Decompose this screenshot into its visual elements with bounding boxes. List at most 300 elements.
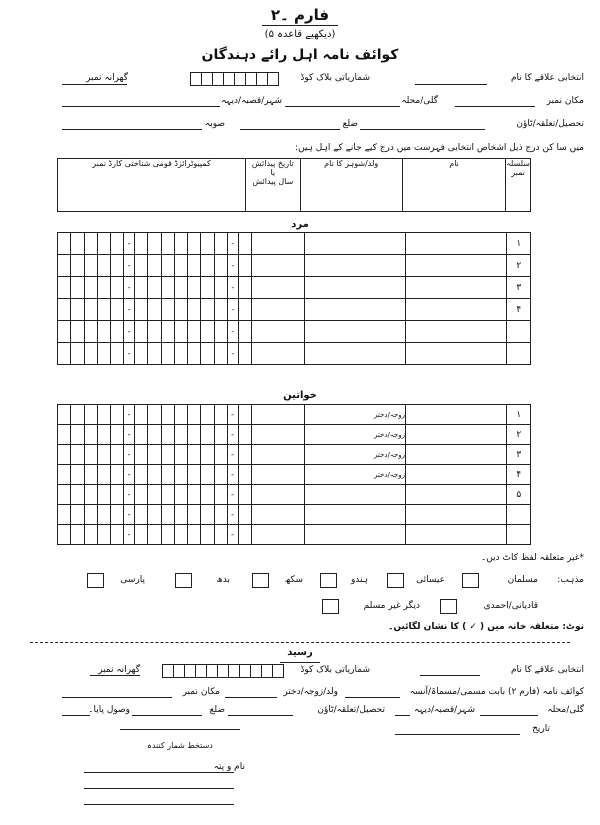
cnic-digit-cell[interactable]: [84, 425, 97, 445]
father-husband-cell[interactable]: [305, 277, 406, 299]
cnic-digit-cell[interactable]: -: [124, 277, 135, 299]
cnic-digit-cell[interactable]: [58, 485, 71, 505]
cnic-digit-cell[interactable]: [161, 505, 174, 525]
cnic-digit-cell[interactable]: [111, 321, 124, 343]
receipt-date-field[interactable]: [395, 734, 520, 735]
header-name: نام: [402, 159, 505, 212]
cnic-digit-cell[interactable]: [135, 525, 148, 545]
dob-cell[interactable]: [251, 255, 304, 277]
cnic-digit-cell[interactable]: [97, 299, 110, 321]
cnic-digit-cell[interactable]: [148, 525, 161, 545]
intro-text: میں سا کن درج ذیل اشخاص انتخابی فہرست میں درج کیے جانے کے اہل ہیں:: [295, 143, 584, 153]
cnic-digit-cell[interactable]: [238, 525, 251, 545]
cnic-digit-cell[interactable]: -: [227, 465, 238, 485]
cnic-digit-cell[interactable]: -: [124, 233, 135, 255]
cnic-digit-cell[interactable]: [58, 321, 71, 343]
father-husband-cell[interactable]: زوجہ/دختر: [304, 445, 405, 465]
cnic-digit-cell[interactable]: [174, 505, 187, 525]
cnic-digit-cell[interactable]: [111, 233, 124, 255]
cnic-digit-cell[interactable]: [71, 321, 84, 343]
receipt-received-field[interactable]: [62, 715, 90, 716]
receipt-city-field[interactable]: [395, 715, 410, 716]
cnic-digit-cell[interactable]: [174, 321, 187, 343]
father-husband-cell[interactable]: [305, 255, 406, 277]
cnic-digit-cell[interactable]: [71, 343, 84, 365]
cnic-digit-cell[interactable]: [148, 465, 161, 485]
cnic-digit-cell[interactable]: [97, 505, 110, 525]
cnic-digit-cell[interactable]: [111, 299, 124, 321]
cnic-digit-cell[interactable]: [161, 425, 174, 445]
cnic-digit-cell[interactable]: [214, 321, 227, 343]
cnic-digit-cell[interactable]: [238, 405, 251, 425]
district-field[interactable]: [240, 129, 340, 130]
father-husband-cell[interactable]: [304, 525, 405, 545]
father-husband-cell[interactable]: زوجہ/دختر: [304, 465, 405, 485]
cnic-digit-cell[interactable]: [71, 299, 84, 321]
men-label: مرد: [291, 219, 309, 230]
cnic-digit-cell[interactable]: [97, 425, 110, 445]
name-cell[interactable]: [405, 233, 507, 255]
cnic-digit-cell[interactable]: [148, 321, 161, 343]
father-husband-cell[interactable]: [304, 485, 405, 505]
cnic-digit-cell[interactable]: [161, 321, 174, 343]
cnic-digit-cell[interactable]: -: [227, 321, 238, 343]
cnic-digit-cell[interactable]: [148, 299, 161, 321]
cnic-digit-cell[interactable]: [174, 445, 187, 465]
cnic-digit-cell[interactable]: -: [227, 255, 238, 277]
receipt-person-field[interactable]: [345, 697, 400, 698]
cnic-digit-cell[interactable]: [238, 255, 251, 277]
cnic-digit-cell[interactable]: [148, 277, 161, 299]
cnic-digit-cell[interactable]: [188, 525, 201, 545]
cnic-digit-cell[interactable]: [214, 343, 227, 365]
religion-option-other: دیگر غیر مسلم: [363, 601, 420, 611]
receipt-address-line-2[interactable]: [84, 788, 234, 789]
province-label: صوبہ: [204, 119, 225, 129]
cnic-digit-cell[interactable]: [58, 445, 71, 465]
cnic-digit-cell[interactable]: [238, 445, 251, 465]
cnic-digit-cell[interactable]: [58, 425, 71, 445]
cnic-digit-cell[interactable]: [135, 445, 148, 465]
cnic-digit-cell[interactable]: [58, 505, 71, 525]
checkbox-parsi[interactable]: [87, 573, 104, 588]
cnic-digit-cell[interactable]: [58, 255, 71, 277]
cnic-digit-cell[interactable]: -: [227, 343, 238, 365]
cnic-digit-cell[interactable]: [84, 485, 97, 505]
cnic-digit-cell[interactable]: [58, 343, 71, 365]
receipt-house-field[interactable]: [62, 697, 172, 698]
cnic-digit-cell[interactable]: [188, 405, 201, 425]
cnic-digit-cell[interactable]: [238, 465, 251, 485]
cnic-digit-cell[interactable]: [58, 299, 71, 321]
cnic-digit-cell[interactable]: [188, 445, 201, 465]
cnic-digit-cell[interactable]: [111, 465, 124, 485]
cnic-digit-cell[interactable]: [84, 299, 97, 321]
constituency-field[interactable]: [415, 84, 487, 85]
cnic-digit-cell[interactable]: [214, 233, 227, 255]
cnic-digit-cell[interactable]: [161, 277, 174, 299]
cnic-digit-cell[interactable]: [97, 343, 110, 365]
cnic-digit-cell[interactable]: [201, 405, 214, 425]
cnic-digit-cell[interactable]: [214, 485, 227, 505]
cnic-digit-cell[interactable]: [58, 233, 71, 255]
cnic-digit-cell[interactable]: [97, 445, 110, 465]
serial-cell: ۲: [507, 425, 531, 445]
cnic-digit-cell[interactable]: [214, 425, 227, 445]
cnic-digit-cell[interactable]: -: [227, 525, 238, 545]
cnic-digit-cell[interactable]: [148, 255, 161, 277]
cnic-digit-cell[interactable]: [188, 277, 201, 299]
religion-option-sikh: سکھ: [284, 575, 303, 585]
checkbox-buddhist[interactable]: [175, 573, 192, 588]
cnic-digit-cell[interactable]: [188, 255, 201, 277]
cnic-digit-cell[interactable]: [111, 505, 124, 525]
cnic-digit-cell[interactable]: [58, 277, 71, 299]
father-husband-cell[interactable]: [304, 505, 405, 525]
cnic-digit-cell[interactable]: [161, 299, 174, 321]
receipt-house-label: مکان نمبر: [182, 687, 220, 697]
receipt-relation-field[interactable]: [225, 697, 277, 698]
serial-cell: [507, 505, 531, 525]
voter-table-header: [57, 158, 531, 212]
cnic-digit-cell[interactable]: [188, 505, 201, 525]
name-cell[interactable]: [406, 425, 507, 445]
religion-option-christian: عیسائی: [416, 575, 445, 585]
cnic-digit-cell[interactable]: -: [227, 425, 238, 445]
cnic-digit-cell[interactable]: [135, 485, 148, 505]
cnic-digit-cell[interactable]: [58, 405, 71, 425]
religion-option-muslim: مسلمان: [507, 575, 538, 585]
cnic-digit-cell[interactable]: [111, 255, 124, 277]
cnic-digit-cell[interactable]: [135, 277, 148, 299]
cnic-digit-cell[interactable]: [71, 465, 84, 485]
cnic-digit-cell[interactable]: [214, 299, 227, 321]
cnic-digit-cell[interactable]: [97, 233, 110, 255]
street-field[interactable]: [285, 106, 400, 107]
name-cell[interactable]: [406, 405, 507, 425]
cnic-digit-cell[interactable]: [71, 485, 84, 505]
name-cell[interactable]: [405, 343, 507, 365]
district-label: ضلع: [342, 119, 358, 129]
cnic-digit-cell[interactable]: [111, 405, 124, 425]
cnic-digit-cell[interactable]: [97, 525, 110, 545]
cnic-digit-cell[interactable]: [84, 465, 97, 485]
cnic-digit-cell[interactable]: [111, 425, 124, 445]
cnic-digit-cell[interactable]: [201, 485, 214, 505]
cnic-digit-cell[interactable]: [201, 465, 214, 485]
dob-cell[interactable]: [251, 525, 304, 545]
cnic-digit-cell[interactable]: [174, 255, 187, 277]
cnic-digit-cell[interactable]: [71, 405, 84, 425]
cnic-digit-cell[interactable]: -: [227, 405, 238, 425]
name-cell[interactable]: [405, 255, 507, 277]
checkbox-qadiani[interactable]: [440, 599, 457, 614]
table-row: [58, 233, 531, 255]
cnic-digit-cell[interactable]: [71, 277, 84, 299]
father-husband-cell[interactable]: [305, 343, 406, 365]
cnic-digit-cell[interactable]: [71, 505, 84, 525]
cnic-digit-cell[interactable]: -: [227, 299, 238, 321]
receipt-district-field[interactable]: [132, 715, 202, 716]
receipt-street-label: گلی/محلہ: [547, 705, 584, 715]
cnic-digit-cell[interactable]: [84, 343, 97, 365]
cnic-digit-cell[interactable]: -: [227, 485, 238, 505]
cnic-digit-cell[interactable]: [58, 465, 71, 485]
cnic-digit-cell[interactable]: [188, 299, 201, 321]
dob-cell[interactable]: [251, 233, 304, 255]
father-husband-cell[interactable]: [305, 233, 406, 255]
cnic-digit-cell[interactable]: [214, 525, 227, 545]
cnic-digit-cell[interactable]: [84, 277, 97, 299]
cnic-digit-cell[interactable]: [238, 321, 251, 343]
cnic-digit-cell[interactable]: -: [227, 505, 238, 525]
house-no-field[interactable]: [455, 106, 535, 107]
cnic-digit-cell[interactable]: [148, 445, 161, 465]
religion-option-qadiani: قادیانی/احمدی: [483, 601, 538, 611]
cnic-digit-cell[interactable]: [97, 465, 110, 485]
cnic-digit-cell[interactable]: [174, 525, 187, 545]
serial-cell: [507, 525, 531, 545]
cnic-digit-cell[interactable]: -: [124, 485, 135, 505]
dob-cell[interactable]: [251, 299, 304, 321]
cnic-digit-cell[interactable]: [201, 255, 214, 277]
dob-cell[interactable]: [251, 445, 304, 465]
cnic-digit-cell[interactable]: [71, 233, 84, 255]
city-field[interactable]: [62, 106, 220, 107]
checkbox-muslim[interactable]: [462, 573, 479, 588]
province-field[interactable]: [62, 129, 202, 130]
cnic-digit-cell[interactable]: [174, 465, 187, 485]
receipt-constituency-label: انتخابی علاقے کا نام: [510, 665, 584, 675]
cnic-digit-cell[interactable]: -: [124, 525, 135, 545]
receipt-household-field[interactable]: [90, 675, 140, 676]
serial-cell: ۳: [507, 277, 531, 299]
father-husband-cell[interactable]: [305, 299, 406, 321]
receipt-city-label: شہر/قصبہ/دیہہ: [413, 705, 475, 715]
dob-cell[interactable]: [251, 465, 304, 485]
receipt-signature-field[interactable]: [120, 729, 240, 730]
cnic-digit-cell[interactable]: [174, 299, 187, 321]
cnic-digit-cell[interactable]: [214, 505, 227, 525]
cnic-digit-cell[interactable]: [188, 465, 201, 485]
name-cell[interactable]: [406, 505, 507, 525]
name-cell[interactable]: [405, 277, 507, 299]
cnic-digit-cell[interactable]: [148, 485, 161, 505]
cnic-digit-cell[interactable]: [135, 405, 148, 425]
cnic-digit-cell[interactable]: [97, 405, 110, 425]
father-husband-cell[interactable]: [305, 321, 406, 343]
cnic-digit-cell[interactable]: [135, 465, 148, 485]
cnic-digit-cell[interactable]: -: [124, 321, 135, 343]
dob-cell[interactable]: [251, 321, 304, 343]
checkbox-hindu[interactable]: [320, 573, 337, 588]
cnic-digit-cell[interactable]: [135, 343, 148, 365]
serial-cell: [507, 321, 531, 343]
cnic-digit-cell[interactable]: [135, 321, 148, 343]
cnic-digit-cell[interactable]: [201, 525, 214, 545]
cnic-digit-cell[interactable]: [201, 299, 214, 321]
cnic-digit-cell[interactable]: [111, 485, 124, 505]
cnic-digit-cell[interactable]: [188, 343, 201, 365]
cnic-digit-cell[interactable]: -: [124, 255, 135, 277]
cnic-digit-cell[interactable]: [201, 425, 214, 445]
street-label: گلی/محلہ: [401, 96, 438, 106]
cnic-digit-cell[interactable]: [161, 525, 174, 545]
receipt-address-line-1[interactable]: [84, 772, 234, 773]
receipt-district-label: ضلع: [209, 705, 225, 715]
cnic-digit-cell[interactable]: -: [124, 505, 135, 525]
cnic-digit-cell[interactable]: [71, 525, 84, 545]
cnic-digit-cell[interactable]: -: [124, 405, 135, 425]
cnic-digit-cell[interactable]: -: [124, 299, 135, 321]
tehsil-field[interactable]: [360, 129, 485, 130]
cnic-digit-cell[interactable]: [135, 255, 148, 277]
cnic-digit-cell[interactable]: [188, 425, 201, 445]
cnic-digit-cell[interactable]: [174, 405, 187, 425]
serial-cell: [507, 343, 531, 365]
name-cell[interactable]: [405, 299, 507, 321]
cnic-digit-cell[interactable]: -: [124, 425, 135, 445]
cnic-digit-cell[interactable]: [111, 445, 124, 465]
cnic-digit-cell[interactable]: [97, 277, 110, 299]
cnic-digit-cell[interactable]: [238, 485, 251, 505]
cnic-digit-cell[interactable]: [201, 445, 214, 465]
constituency-label: انتخابی علاقے کا نام: [510, 73, 584, 83]
cnic-digit-cell[interactable]: [111, 277, 124, 299]
dob-cell[interactable]: [251, 505, 304, 525]
cnic-digit-cell[interactable]: [188, 321, 201, 343]
cnic-digit-cell[interactable]: [188, 485, 201, 505]
receipt-name-address-label: نام و پتہ: [213, 762, 245, 772]
checkbox-sikh[interactable]: [252, 573, 269, 588]
cnic-digit-cell[interactable]: [214, 277, 227, 299]
cnic-digit-cell[interactable]: [161, 343, 174, 365]
cnic-digit-cell[interactable]: [238, 277, 251, 299]
cnic-digit-cell[interactable]: [174, 277, 187, 299]
cnic-digit-cell[interactable]: [238, 233, 251, 255]
cnic-digit-cell[interactable]: [238, 343, 251, 365]
cnic-digit-cell[interactable]: [111, 343, 124, 365]
name-cell[interactable]: [405, 321, 507, 343]
cnic-digit-cell[interactable]: [71, 255, 84, 277]
city-label: شہر/قصبہ/دیہہ: [220, 96, 282, 106]
cnic-digit-cell[interactable]: [161, 255, 174, 277]
receipt-address-line-3[interactable]: [84, 804, 234, 805]
cnic-digit-cell[interactable]: [214, 465, 227, 485]
checkbox-christian[interactable]: [387, 573, 404, 588]
cnic-digit-cell[interactable]: [238, 299, 251, 321]
tick-note: نوٹ: متعلقہ خانہ میں ( ✓ ) کا نشان لگائیں۔: [388, 622, 584, 632]
cnic-digit-cell[interactable]: [214, 405, 227, 425]
cnic-digit-cell[interactable]: [148, 505, 161, 525]
rule-reference: (دیکھیے قاعدہ ۵): [264, 29, 336, 40]
cnic-digit-cell[interactable]: [135, 233, 148, 255]
receipt-census-boxes[interactable]: [162, 664, 284, 678]
cnic-digit-cell[interactable]: [161, 405, 174, 425]
cnic-digit-cell[interactable]: -: [124, 445, 135, 465]
cnic-digit-cell[interactable]: [84, 505, 97, 525]
table-row: [58, 405, 531, 425]
cnic-digit-cell[interactable]: [135, 425, 148, 445]
cnic-digit-cell[interactable]: [161, 485, 174, 505]
cnic-digit-cell[interactable]: [84, 233, 97, 255]
form-title: فارم ۔۲: [270, 6, 330, 24]
father-husband-cell[interactable]: زوجہ/دختر: [304, 425, 405, 445]
cnic-digit-cell[interactable]: [174, 485, 187, 505]
cnic-digit-cell[interactable]: [135, 299, 148, 321]
cnic-digit-cell[interactable]: [238, 505, 251, 525]
cnic-digit-cell[interactable]: [135, 505, 148, 525]
receipt-constituency-field[interactable]: [420, 675, 480, 676]
receipt-street-field[interactable]: [480, 715, 538, 716]
cnic-digit-cell[interactable]: -: [227, 233, 238, 255]
cnic-digit-cell[interactable]: [97, 255, 110, 277]
name-cell[interactable]: [406, 465, 507, 485]
cnic-digit-cell[interactable]: -: [124, 343, 135, 365]
cnic-digit-cell[interactable]: [214, 445, 227, 465]
cnic-digit-cell[interactable]: [84, 321, 97, 343]
cnic-digit-cell[interactable]: [71, 425, 84, 445]
cnic-digit-cell[interactable]: [58, 525, 71, 545]
cnic-digit-cell[interactable]: [174, 343, 187, 365]
cnic-digit-cell[interactable]: [84, 255, 97, 277]
dob-cell[interactable]: [251, 277, 304, 299]
cnic-digit-cell[interactable]: [84, 445, 97, 465]
cnic-digit-cell[interactable]: [201, 321, 214, 343]
cnic-digit-cell[interactable]: [148, 425, 161, 445]
cnic-digit-cell[interactable]: [214, 255, 227, 277]
cnic-digit-cell[interactable]: [201, 233, 214, 255]
dob-cell[interactable]: [251, 485, 304, 505]
cnic-digit-cell[interactable]: [201, 277, 214, 299]
dob-cell[interactable]: [251, 405, 304, 425]
cnic-digit-cell[interactable]: [84, 525, 97, 545]
table-row: [58, 277, 531, 299]
cnic-digit-cell[interactable]: [97, 485, 110, 505]
receipt-tehsil-field[interactable]: [228, 715, 293, 716]
cnic-digit-cell[interactable]: [161, 465, 174, 485]
dob-cell[interactable]: [251, 343, 304, 365]
religion-option-hindu: ہندو: [350, 575, 368, 585]
cnic-digit-cell[interactable]: [201, 505, 214, 525]
name-cell[interactable]: [406, 445, 507, 465]
name-cell[interactable]: [406, 485, 507, 505]
household-field[interactable]: [62, 84, 127, 85]
cnic-digit-cell[interactable]: [111, 525, 124, 545]
checkbox-other[interactable]: [322, 599, 339, 614]
cnic-digit-cell[interactable]: [238, 425, 251, 445]
cnic-digit-cell[interactable]: [71, 445, 84, 465]
cnic-digit-cell[interactable]: [201, 343, 214, 365]
cnic-digit-cell[interactable]: [174, 425, 187, 445]
cnic-digit-cell[interactable]: [148, 405, 161, 425]
cnic-digit-cell[interactable]: [148, 233, 161, 255]
cnic-digit-cell[interactable]: -: [227, 445, 238, 465]
cnic-digit-cell[interactable]: [188, 233, 201, 255]
cnic-digit-cell[interactable]: [161, 445, 174, 465]
father-husband-cell[interactable]: زوجہ/دختر: [304, 405, 405, 425]
cnic-digit-cell[interactable]: [148, 343, 161, 365]
cnic-digit-cell[interactable]: -: [227, 277, 238, 299]
cnic-digit-cell[interactable]: -: [124, 465, 135, 485]
census-block-boxes[interactable]: [190, 72, 279, 86]
cnic-digit-cell[interactable]: [84, 405, 97, 425]
dob-cell[interactable]: [251, 425, 304, 445]
cnic-digit-cell[interactable]: [97, 321, 110, 343]
cnic-digit-cell[interactable]: [161, 233, 174, 255]
cnic-digit-cell[interactable]: [174, 233, 187, 255]
name-cell[interactable]: [406, 525, 507, 545]
